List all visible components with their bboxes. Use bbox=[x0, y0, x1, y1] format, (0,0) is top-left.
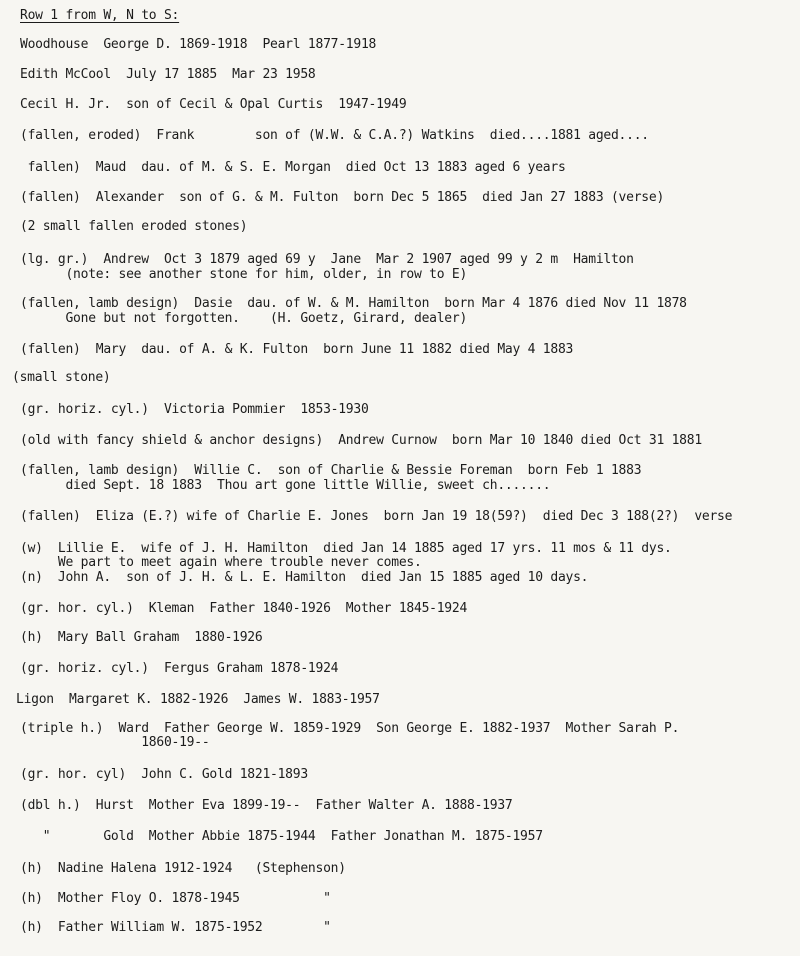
entry-line: (w) Lillie E. wife of J. H. Hamilton died Jan 14 1885 aged 17 yrs. 11 mos & 11 dys. bbox=[20, 541, 672, 556]
entry-line: (fallen, eroded) Frank son of (W.W. & C.A.?) Watkins died....1881 aged.... bbox=[20, 128, 649, 143]
entry-line: (gr. hor. cyl.) Kleman Father 1840-1926 Mother 1845-1924 bbox=[20, 601, 468, 616]
page-heading: Row 1 from W, N to S: bbox=[20, 8, 180, 23]
entry-line: (lg. gr.) Andrew Oct 3 1879 aged 69 y Jane Mar 2 1907 aged 99 y 2 m Hamilton bbox=[20, 252, 634, 267]
entry-note-line: (note: see another stone for him, older, in row to E) bbox=[20, 267, 468, 282]
entry-line: Edith McCool July 17 1885 Mar 23 1958 bbox=[20, 67, 316, 82]
entry-line: Ligon Margaret K. 1882-1926 James W. 1883-1957 bbox=[16, 692, 380, 707]
entry-line: fallen) Maud dau. of M. & S. E. Morgan died Oct 13 1883 aged 6 years bbox=[20, 160, 566, 175]
entry-line: (dbl h.) Hurst Mother Eva 1899-19-- Father Walter A. 1888-1937 bbox=[20, 798, 513, 813]
entry-line: (2 small fallen eroded stones) bbox=[20, 219, 248, 234]
entry-line: (gr. horiz. cyl.) Victoria Pommier 1853-1930 bbox=[20, 402, 369, 417]
entry-note-line: We part to meet again where trouble never comes. bbox=[20, 555, 422, 570]
entry-line: (h) Father William W. 1875-1952 " bbox=[20, 920, 331, 935]
entry-line: Cecil H. Jr. son of Cecil & Opal Curtis 1947-1949 bbox=[20, 97, 407, 112]
entry-line: (small stone) bbox=[12, 370, 111, 385]
entry-line: (old with fancy shield & anchor designs) Andrew Curnow born Mar 10 1840 died Oct 31 1881 bbox=[20, 433, 702, 448]
entry-note-line: died Sept. 18 1883 Thou art gone little Willie, sweet ch....... bbox=[20, 478, 551, 493]
entry-line: " Gold Mother Abbie 1875-1944 Father Jonathan M. 1875-1957 bbox=[20, 829, 543, 844]
entry-line: Woodhouse George D. 1869-1918 Pearl 1877-1918 bbox=[20, 37, 377, 52]
entry-line: (gr. horiz. cyl.) Fergus Graham 1878-1924 bbox=[20, 661, 339, 676]
entry-line: (h) Mother Floy O. 1878-1945 " bbox=[20, 891, 331, 906]
entry-line: (gr. hor. cyl) John C. Gold 1821-1893 bbox=[20, 767, 308, 782]
entry-line: (fallen) Alexander son of G. & M. Fulton born Dec 5 1865 died Jan 27 1883 (verse) bbox=[20, 190, 665, 205]
entry-line: (h) Mary Ball Graham 1880-1926 bbox=[20, 630, 263, 645]
entry-note-line: Gone but not forgotten. (H. Goetz, Girard, dealer) bbox=[20, 311, 468, 326]
entry-line: (triple h.) Ward Father George W. 1859-1929 Son George E. 1882-1937 Mother Sarah P. bbox=[20, 721, 680, 736]
entry-line: (fallen) Mary dau. of A. & K. Fulton born June 11 1882 died May 4 1883 bbox=[20, 342, 574, 357]
entry-line: (fallen) Eliza (E.?) wife of Charlie E. Jones born Jan 19 18(59?) died Dec 3 188(2?) verse bbox=[20, 509, 733, 524]
entry-line: (fallen, lamb design) Dasie dau. of W. & M. Hamilton born Mar 4 1876 died Nov 11 1878 bbox=[20, 296, 687, 311]
entry-note-line: 1860-19-- bbox=[20, 735, 210, 750]
entry-line: (n) John A. son of J. H. & L. E. Hamilton died Jan 15 1885 aged 10 days. bbox=[20, 570, 589, 585]
entry-line: (fallen, lamb design) Willie C. son of Charlie & Bessie Foreman born Feb 1 1883 bbox=[20, 463, 642, 478]
entry-line: (h) Nadine Halena 1912-1924 (Stephenson) bbox=[20, 861, 346, 876]
